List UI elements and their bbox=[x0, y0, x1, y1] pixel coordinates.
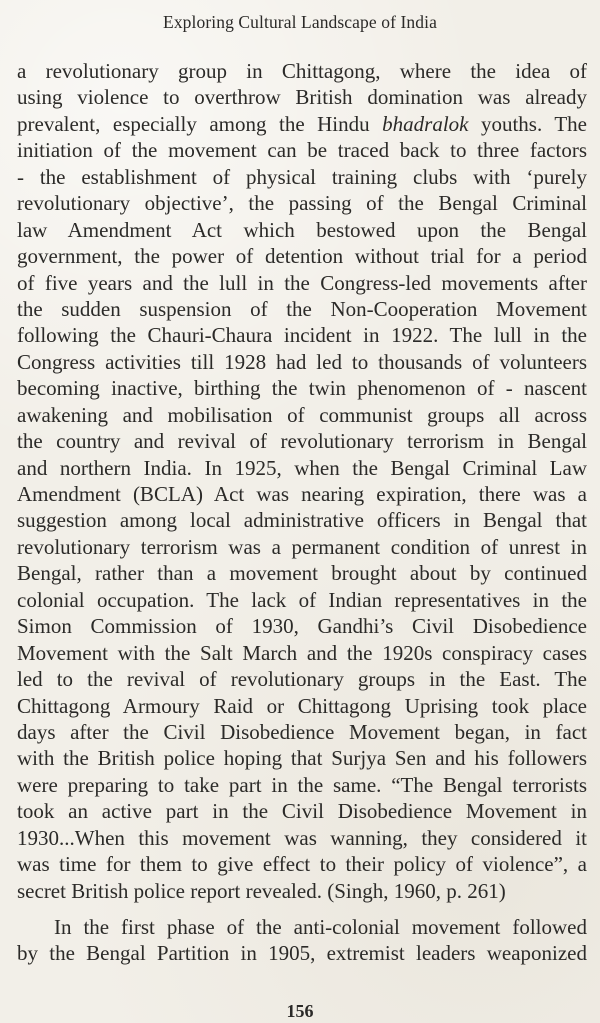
text-line: initiation of the movement can be traced back to three factors bbox=[17, 138, 587, 163]
text-line: law Amendment Act which bestowed upon the Bengal bbox=[17, 217, 587, 242]
text-line: Movement with the Salt March and the 1920s conspiracy cases bbox=[17, 640, 587, 665]
text-line: the sudden suspension of the Non-Cooperation Movement bbox=[17, 296, 587, 321]
text-line: Congress activities till 1928 had led to thousands of volunteers bbox=[17, 349, 587, 374]
body-text bbox=[17, 58, 587, 967]
text-line: a revolutionary group in Chittagong, where the idea of bbox=[17, 59, 587, 83]
text-line: days after the Civil Disobedience Movement began, in fact bbox=[17, 719, 587, 744]
text-segment: prevalent, especially among the Hindu bbox=[17, 111, 383, 136]
text-line: took an active part in the Civil Disobedience Movement in bbox=[17, 799, 587, 824]
text-line: 1930...When this movement was wanning, they considered it bbox=[17, 825, 587, 850]
text-line bbox=[17, 111, 587, 137]
running-header: Exploring Cultural Landscape of India bbox=[163, 12, 437, 32]
text-line: suggestion among local administrative officers in Bengal that bbox=[17, 508, 587, 533]
text-line: led to the revival of revolutionary groups in the East. The bbox=[17, 667, 587, 692]
page-number: 156 bbox=[286, 1001, 314, 1021]
text-line: with the British police hoping that Surjya Sen and his followers bbox=[17, 746, 587, 771]
paragraph bbox=[17, 914, 587, 967]
text-line: following the Chauri-Chaura incident in 1922. The lull in the bbox=[17, 323, 587, 348]
text-line: becoming inactive, birthing the twin phenomenon of - nascent bbox=[17, 376, 587, 401]
text-line: secret British police report revealed. (Singh, 1960, p. 261) bbox=[17, 878, 506, 903]
text-line: In the first phase of the anti-colonial movement followed bbox=[54, 915, 587, 939]
text-line: Chittagong Armoury Raid or Chittagong Uprising took place bbox=[17, 693, 587, 718]
text-line: colonial occupation. The lack of Indian representatives in the bbox=[17, 587, 587, 612]
text-line: the country and revival of revolutionary terrorism in Bengal bbox=[17, 429, 587, 454]
text-line: were preparing to take part in the same. “The Bengal terrorists bbox=[17, 772, 587, 797]
text-line: using violence to overthrow British domination was already bbox=[17, 85, 587, 110]
text-line: - the establishment of physical training clubs with ‘purely bbox=[17, 164, 587, 189]
text-line: government, the power of detention without trial for a period bbox=[17, 244, 587, 269]
text-line: Simon Commission of 1930, Gandhi’s Civil Disobedience bbox=[17, 614, 587, 639]
paragraph bbox=[17, 58, 587, 904]
text-segment: youths. The bbox=[468, 111, 587, 136]
text-line: by the Bengal Partition in 1905, extremist leaders weaponized bbox=[17, 941, 587, 966]
text-line: of five years and the lull in the Congress-led movements after bbox=[17, 270, 587, 295]
text-line: and northern India. In 1925, when the Bengal Criminal Law bbox=[17, 455, 587, 480]
text-line: revolutionary objective’, the passing of the Bengal Criminal bbox=[17, 191, 587, 216]
text-line: awakening and mobilisation of communist groups all across bbox=[17, 402, 587, 427]
italic-term: bhadralok bbox=[382, 111, 469, 136]
text-line: Amendment (BCLA) Act was nearing expiration, there was a bbox=[17, 482, 587, 506]
text-line: was time for them to give effect to their policy of violence”, a bbox=[17, 852, 587, 877]
text-line: revolutionary terrorism was a permanent condition of unrest in bbox=[17, 534, 587, 559]
text-line: Bengal, rather than a movement brought about by continued bbox=[17, 561, 587, 586]
